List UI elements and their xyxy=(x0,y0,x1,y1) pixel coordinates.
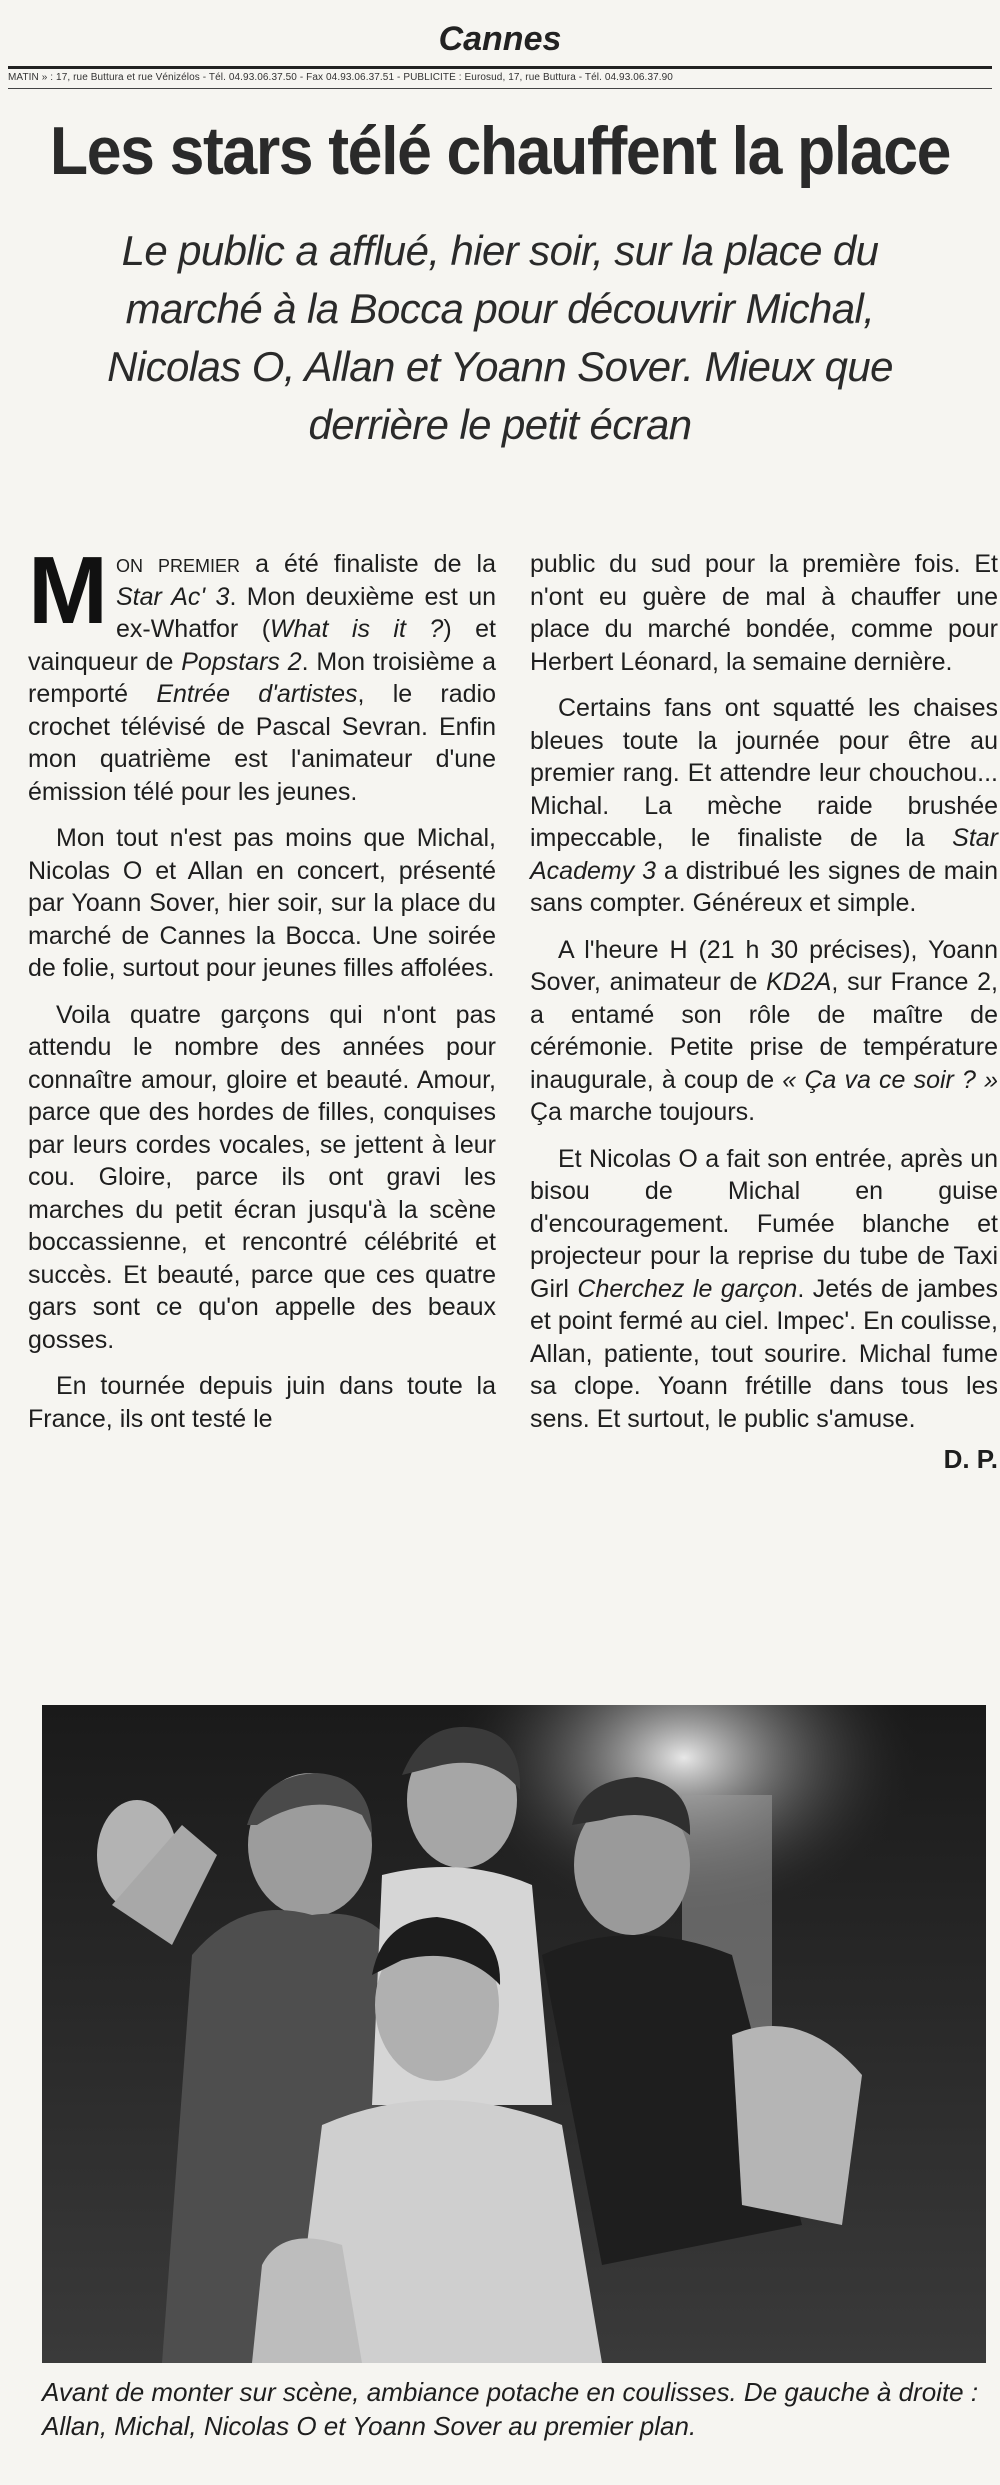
photo-illustration xyxy=(42,1705,986,2363)
title-ref: Star Academy 3 xyxy=(530,824,998,885)
paragraph xyxy=(530,934,998,1129)
text-run: Certains fans ont squatté les chaises bleues toute la journée pour être au premier rang. Et attendre leur chouchou... Michal. La mèche raide brushée impeccable, le finaliste de la xyxy=(530,694,998,852)
paragraph: En tournée depuis juin dans toute la France, ils ont testé le xyxy=(28,1372,496,1433)
title-ref: What is it ? xyxy=(270,615,444,643)
article-column-1 xyxy=(28,537,497,1449)
paragraph xyxy=(28,537,497,808)
byline: D. P. xyxy=(943,1444,998,1474)
group-photo xyxy=(42,1705,986,2363)
paragraph: Voila quatre garçons qui n'ont pas attendu le nombre des années pour connaître amour, gloire et beauté. Amour, parce que des hordes de filles, conquises par leurs cordes vocales, se jettent à leur cou. Gloire, parce ils ont gravi les marches du petit écran jusqu'à la scène boccassienne, et rencontré célébrité et succès. Et beauté, parce que ces quatre gars sont ce qu'on appelle des beaux gosses. xyxy=(28,1000,496,1354)
photo-caption: Avant de monter sur scène, ambiance potache en coulisses. De gauche à droite : Allan, Michal, Nicolas O et Yoann Sover au premier plan. xyxy=(42,2377,979,2441)
paragraph: Mon tout n'est pas moins que Michal, Nicolas O et Allan en concert, présenté par Yoann Sover, hier soir, sur la place du marché de Cannes la Bocca. Une soirée de folie, surtout pour jeunes filles affolées. xyxy=(28,824,496,982)
paragraph xyxy=(530,1143,998,1436)
text-run: . Mon troisième a remporté xyxy=(28,647,496,708)
text-run: A l'heure H (21 h 30 précises), Yoann Sover, animateur de xyxy=(530,935,998,996)
contact-line: MATIN » : 17, rue Buttura et rue Vénizélos - Tél. 04.93.06.37.50 - Fax 04.93.06.37.51 - PUBLICITÉ : Eurosud, 17, rue Buttura - Tél. 04.93.06.37.90 xyxy=(8,72,673,83)
divider xyxy=(8,88,992,89)
text-run: a été finaliste de la xyxy=(240,550,496,578)
drop-cap: M xyxy=(28,537,108,644)
title-ref: KD2A xyxy=(766,968,832,996)
title-ref: Entrée d'artistes xyxy=(156,680,358,708)
text-run: . Mon deuxième est un ex-Whatfor ( xyxy=(115,582,496,643)
text-run: . Jetés de jambes et point fermé au ciel. Impec'. En coulisse, Allan, patiente, tout sourire. Michal fume sa clope. Yoann frétille dans tous les sens. Et surtout, le public s'amuse. xyxy=(530,1274,998,1433)
standfirst: Le public a afflué, hier soir, sur la place du marché à la Bocca pour découvrir Michal, Nicolas O, Allan et Yoann Sover. Mieux que derrière le petit écran xyxy=(107,227,893,448)
article-column-2 xyxy=(530,548,998,1476)
text-run: Ça marche toujours. xyxy=(530,1098,756,1126)
text-run: Et Nicolas O a fait son entrée, après un bisou de Michal en guise d'encouragement. Fumée blanche et projecteur pour la reprise du tube de Taxi Girl xyxy=(530,1144,998,1303)
text-run: a distribué les signes de main sans compter. Généreux et simple. xyxy=(530,856,998,917)
quote: « Ça va ce soir ? » xyxy=(782,1065,999,1094)
paragraph: public du sud pour la première fois. Et n'ont eu guère de mal à chauffer une place du marché bondée, comme pour Herbert Léonard, la semaine dernière. xyxy=(530,550,998,676)
title-ref: Popstars 2 xyxy=(181,647,302,676)
title-ref: Cherchez le garçon xyxy=(577,1274,798,1303)
text-run: ) et vainqueur de xyxy=(28,615,496,676)
text-run: , le radio crochet télévisé de Pascal Sevran. Enfin mon quatrième est l'animateur d'une émission télé pour les jeunes. xyxy=(28,680,497,806)
section-title: Cannes xyxy=(438,20,562,58)
paragraph xyxy=(530,692,998,920)
text-run: , sur France 2, a entamé son rôle de maître de cérémonie. Petite prise de température inaugurale, à coup de xyxy=(530,968,998,1094)
lead-in: on premier xyxy=(115,550,241,578)
title-ref: Star Ac' 3 xyxy=(115,582,230,611)
top-rule xyxy=(8,66,992,69)
headline: Les stars télé chauffent la place xyxy=(49,113,951,189)
